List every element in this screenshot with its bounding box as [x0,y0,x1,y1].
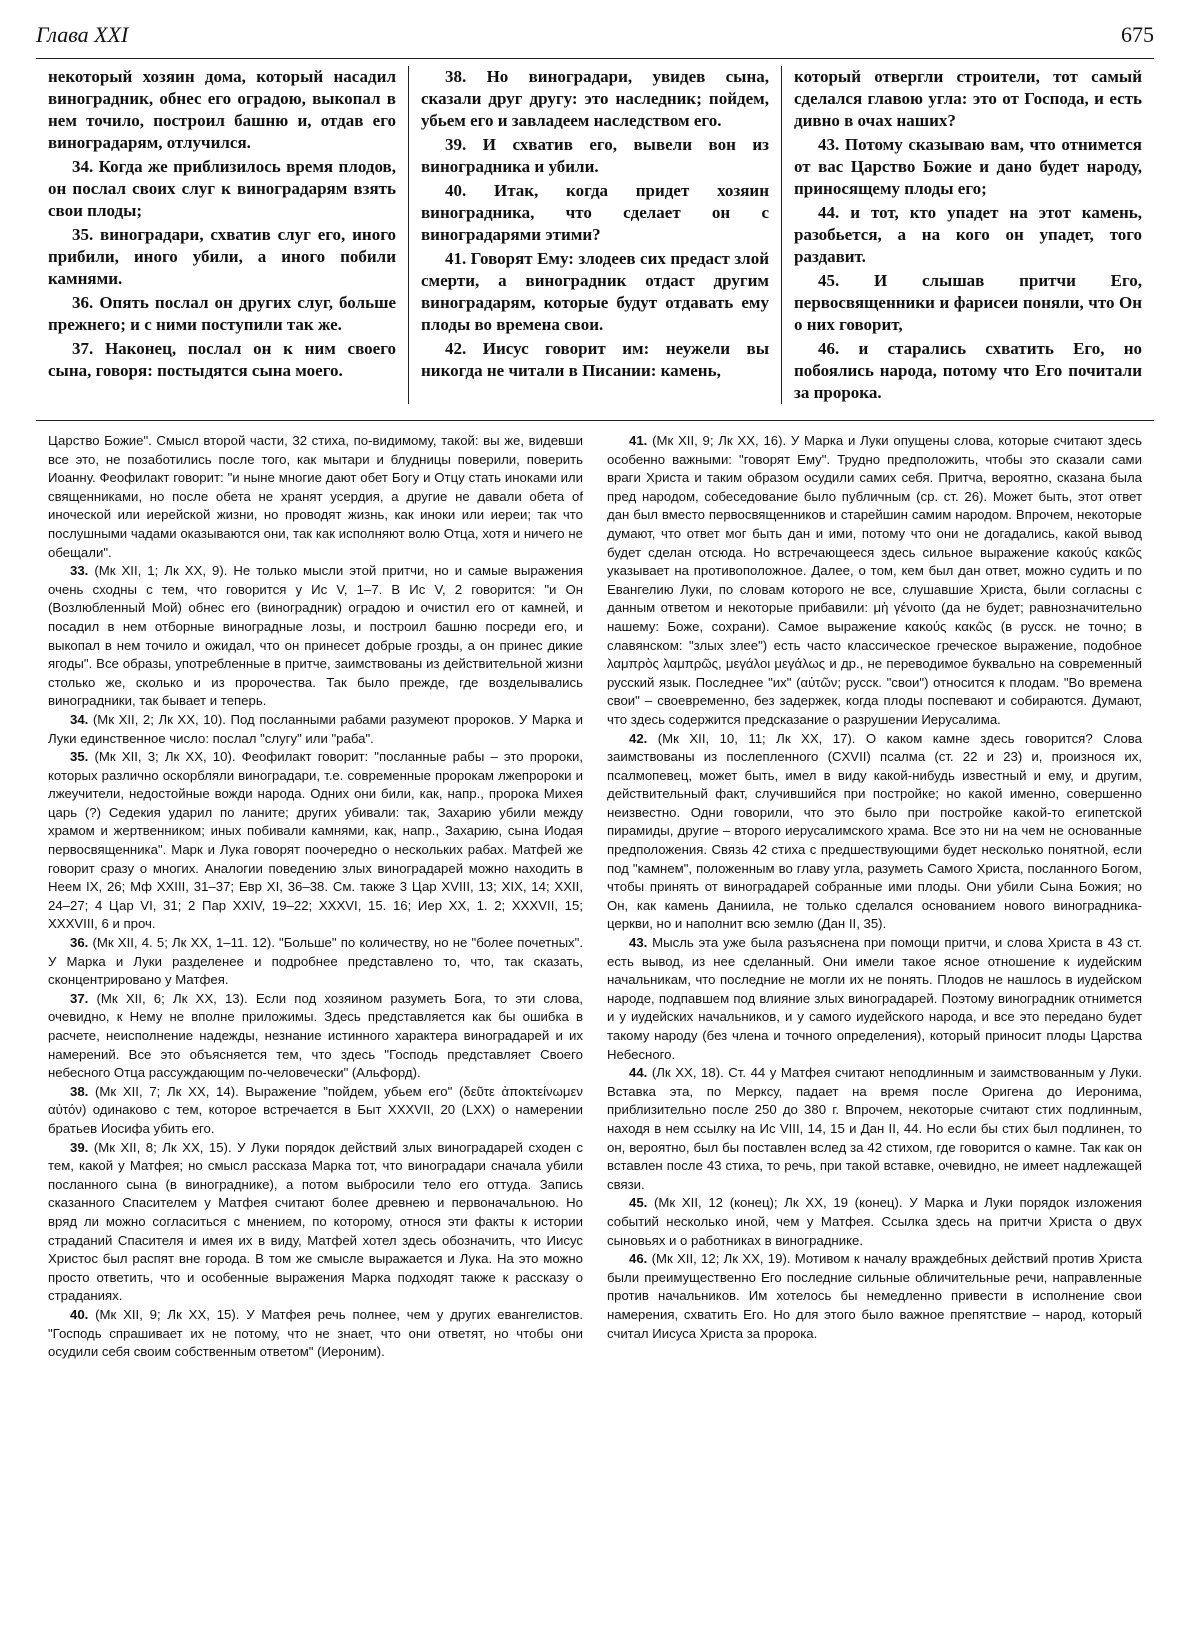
paragraph-text: некоторый хозяин дома, который насадил виноградник, обнес его оградою, выкопал в нем точило, построил башню и, отдав его виноградарям, отлучился. [48,67,396,152]
bible-text [36,66,1154,404]
commentary [36,432,1154,1622]
paragraph [48,562,583,711]
paragraph-text: 43. Потому сказываю вам, что отнимется от вас Царство Божие и дано будет народу, приносящему плоды его; [794,135,1142,198]
verse-number: 39. [70,1139,89,1155]
paragraph [421,338,769,382]
paragraph-text: (Мк XII, 4. 5; Лк XX, 1–11. 12). "Больше" по количеству, но не "более почетных". У Марка и Луки разделенее и подробнее представлено то, что, так сказать, сконцентрировано у Матфея. [48,935,583,988]
paragraph [794,202,1142,268]
verse-number: 40. [70,1306,89,1322]
paragraph [48,1083,583,1139]
paragraph [794,134,1142,200]
paragraph [421,66,769,132]
paragraph-text: который отвергли строители, тот самый сделался главою угла: это от Господа, и есть дивно в очах наших? [794,67,1142,130]
paragraph [794,270,1142,336]
page-header [36,18,1154,59]
verse-number: 45. [629,1195,648,1211]
paragraph-text: 37. Наконец, послал он к ним своего сына, говоря: постыдятся сына моего. [48,339,396,380]
verse-number: 46. [629,1251,648,1267]
verse-number: 44. [629,1065,648,1081]
paragraph [421,180,769,246]
paragraph [48,292,396,336]
paragraph [48,1306,583,1362]
verse-number: 36. [70,935,89,951]
paragraph [607,432,1142,730]
paragraph [794,338,1142,404]
paragraph [421,248,769,336]
paragraph [607,1064,1142,1194]
paragraph [48,934,583,990]
paragraph [48,224,396,290]
verse-number: 34. [70,711,89,727]
paragraph [607,1194,1142,1250]
paragraph-text: (Мк XII, 6; Лк XX, 13). Если под хозяином разуметь Бога, то эти слова, очевидно, к Нему не вполне приложимы. Здесь представляется как бы ошибка в расчете, неисполнение надежды, незнание истинного характера виноградарей и их намерений. Все это объясняется тем, что здесь "Господь представляет Своего небесного Отца рассуждающим по-человечески" (Альфорд). [48,990,583,1081]
verse-number: 37. [70,990,89,1006]
paragraph-text: 41. Говорят Ему: злодеев сих предаст злой смерти, а виноградник отдаст другим виноградарям, которые будут отдавать ему плоды во времена свои. [421,249,769,334]
paragraph [48,1139,583,1306]
paragraph-text: (Лк XX, 18). Ст. 44 у Матфея считают неподлинным и заимствованным у Луки. Вставка эта, по Мерксу, падает на время после Оригена до Иеронима, приблизительно после 250 до 380 г. Впрочем, некоторые считают стих подлинным, находя в нем ссылку на Ис VIII, 14, 15 и Дан II, 44. Но если бы стих был подлинен, то он, вероятно, был бы поставлен вслед за 42 стихом, где говорится о камне. Так как он вставлен после 43 стиха, то речь, при такой вставке, очевидно, не имеет надлежащей связи. [607,1065,1142,1192]
paragraph-text: 34. Когда же приблизилось время плодов, он послал своих слуг к виноградарям взять свои плоды; [48,157,396,220]
paragraph [48,156,396,222]
verse-number: 35. [70,749,89,765]
bible-column [408,66,781,404]
chapter-title: Глава XXI [36,22,129,47]
paragraph-text: 39. И схватив его, вывели вон из виноградника и убили. [421,135,769,176]
paragraph-text: (Мк XII, 12 (конец); Лк XX, 19 (конец). У Марка и Луки порядок изложения событий несколько иной, чем у Матфея. Ссылка здесь на притчи Христа о двух сыновьях и о работниках в винограднике. [607,1195,1142,1248]
paragraph [48,711,583,748]
verse-number: 33. [70,563,89,579]
paragraph-text: (Мк XII, 10, 11; Лк XX, 17). О каком камне здесь говорится? Слова заимствованы из послепленного (CXVII) псалма (ст. 22 и 23) и, произнося их, псалмопевец, может быть, имел в виду какой-нибудь известный и ему, и другим, действительный факт, случившийся при постройке; но какой именно, совершенно неизвестно. Одни говорили, что это было при постройке какой-то египетской пирамиды, другие – второго иерусалимского храма. Все это ни на чем не основанные предположения. Связь 42 стиха с предшествующими будет несколько понятной, если под "камнем", положенным во главу угла, разуметь Самого Христа, посланного Богом, чтобы принять от виноградарей собранные ими плоды. Они убили Сына Божия; но Он, как камень Даниила, не только сделался основанием нового виноградника-церкви, но и наполнит всю землю (Дан II, 35). [607,730,1142,932]
paragraph-text: Царство Божие". Смысл второй части, 32 стиха, по-видимому, такой: вы же, видевши все это, не позаботились после того, как мытари и блудницы поверили, поверить Иоанну. Феофилакт говорит: "и ныне многие дают обет Богу и Отцу стать иноками или священниками, но после обета не хранят усердия, а другие не давали обета of иноческой или иерейской жизни, но проводят жизнь, как иноки или иереи; так что послушными чадами оказываются они, так как исполняют волю Отца, хотя и ничего не обещали". [48,433,583,560]
commentary-column [36,432,595,1622]
paragraph-text: (Мк XII, 8; Лк XX, 15). У Луки порядок действий злых виноградарей сходен с тем, какой у Матфея; но смысл рассказа Марка тот, что виноградари сначала убили посланного сына (в винограднике), а потом выбросили тело его оттуда. Запись сказанного Спасителем у Матфея считают более древнею и первоначальною. Но вряд ли можно согласиться с мнением, по которому, относя эти факты к истории страданий Спасителя и имея их в виду, Матфей хотел здесь обозначить, что Иисус Христос был распят вне города. В том же смысле выражается и Лука. На это можно просто ответить, что и особенные выражения Марка подходят также к рассказу о страданиях. [48,1139,583,1304]
paragraph-text: (Мк XII, 12; Лк XX, 19). Мотивом к началу враждебных действий против Христа были преимущественно Его последние сильные обличительные речи, направленные против начальников. Им хотелось бы немедленно привести в исполнение свои намерения, схватить Его. Но для этого было важное препятствие – народ, который считал Иисуса Христа за пророка. [607,1251,1142,1341]
section-divider [36,420,1154,421]
paragraph-text: (Мк XII, 3; Лк XX, 10). Феофилакт говорит: "посланные рабы – это пророки, которых различно оскорбляли виноградари, т.е. современные пророкам лжепророки и лжеучители, недостойные вожди народа. Одних они били, как, напр., пророка Михея царь (?) Седекия ударил по ланите; других убивали: так, Захарию убили между храмом и жертвенником; иных побивали камнями, как, напр., Захарию, сына Иодая первосвященника". Марк и Лука говорят поочередно о нескольких рабах. Матфей же говорит сразу о многих. Аналогии поведению злых виноградарей можно находить в Неем IX, 26; Мф XXIII, 31–37; Евр XI, 36–38. См. также 3 Цар XVIII, 13; XIX, 14; XXII, 24–27; 4 Цар VI, 31; 2 Пар XXIV, 19–22; XXXVI, 15. 16; Иер XX, 1. 2; XXXVII, 15; XXXVIII, 6 и проч. [48,749,583,932]
paragraph-text: 45. И слышав притчи Его, первосвященники и фарисеи поняли, что Он о них говорит, [794,271,1142,334]
paragraph-text: 38. Но виноградари, увидев сына, сказали друг другу: это наследник; пойдем, убьем его и завладеем наследством его. [421,67,769,130]
commentary-column [595,432,1154,1622]
paragraph-text: (Мк XII, 9; Лк XX, 15). У Матфея речь полнее, чем у других евангелистов. "Господь спрашивает их не потому, что не знает, что они ответят, но чтобы они осудили себя своим собственным ответом" (Иероним). [48,1306,583,1360]
paragraph-text: (Мк XII, 9; Лк XX, 16). У Марка и Луки опущены слова, которые считают здесь особенно важными: "говорят Ему". Трудно предположить, чтобы это сказали сами враги Христа и таким образом осудили самих себя. Притча, вероятно, сказана была пред народом, собеседование было публичным (ср. ст. 26). Может быть, этот ответ дан был вместо первосвященников и старейшин самим народом. Впрочем, некоторые думают, что ответ мог быть дан и ими, потому что они не догадались, какой вывод будет сделан отсюда. Но встречающееся здесь сильное выражение κακούς κακῶς указывает на противоположное. Далее, о том, кем был дан ответ, можно судить и по Евангелию Луки, по словам которого не все, слушавшие Христа, были согласны с данным ответом и некоторые прибавили: μὴ γένοιτο (да не будет; равнозначительно нашему: Боже, сохрани). Самое выражение κακούς κακῶς (в русск. не точно; в славянском: "злых злее") есть часто классическое греческое выражение, подобное λαμπρὸς λαμπρῶς, μεγάλοι μεγάλως и др., не переводимое буквально на современный русский язык. Последнее "их" (αὐτῶν; русск. "свои") относится к плодам. "Во времена свои" – своевременно, без задержек, когда плоды поспевают и собираются. Думают, что здесь содержится предсказание о разрушении Иерусалима. [607,433,1142,727]
paragraph-text: 35. виноградари, схватив слуг его, иного прибили, иного убили, а иного побили камнями. [48,225,396,288]
paragraph [48,990,583,1083]
paragraph-text: Мысль эта уже была разъяснена при помощи притчи, и слова Христа в 43 ст. есть вывод, из нее сделанный. Они имели такое ясное отношение к иудейским начальникам, что последние не могли их не понять. Плодов не нашлось в иудейском народе, подпавшем под влияние злых виноградарей. Поэтому виноградник отнимется и у иудейских начальников, и у самого иудейского народа, и все это передано будет такому народу (без члена и точного определения), который приносит плоды Царства Небесного. [607,935,1142,1062]
paragraph [48,66,396,154]
verse-number: 42. [629,730,648,746]
paragraph [48,748,583,934]
paragraph [607,730,1142,935]
paragraph-text: (Мк XII, 2; Лк XX, 10). Под посланными рабами разумеют пророков. У Марка и Луки единственное число: послал "слугу" или "раба". [48,711,583,746]
paragraph-text: (Мк XII, 1; Лк XX, 9). Не только мысли этой притчи, но и самые выражения очень сходны с тем, что говорится у Ис V, 1–7. В Ис V, 2 говорится: "и Он (Возлюбленный Мой) обнес его (виноградник) оградою и очистил его от камней, и посадил в нем отборные виноградные лозы, и построил башню посреди его, и выкопал в нем точило и ожидал, что он принесет добрые грозды, а он принес дикие ягоды". Все образы, употребленные в притче, заимствованы из действительной жизни столько же, сколько и из пророчества. Так было прежде, где возделывались виноградники, так бывает и теперь. [48,563,583,709]
paragraph-text: 42. Иисус говорит им: неужели вы никогда не читали в Писании: камень, [421,339,769,380]
paragraph [421,134,769,178]
paragraph-text: 36. Опять послал он других слуг, больше прежнего; и с ними поступили так же. [48,293,396,334]
paragraph-text: 46. и старались схватить Его, но побоялись народа, потому что Его почитали за пророка. [794,339,1142,402]
page-number: 675 [1121,22,1154,47]
paragraph [607,1250,1142,1343]
paragraph [48,338,396,382]
paragraph [794,66,1142,132]
bible-column [36,66,408,404]
paragraph-text: (Мк XII, 7; Лк XX, 14). Выражение "пойдем, убьем его" (δεῦτε ἀποκτείνωμεν αὐτόν) одинаково с тем, которое встречается в Быт XXXVII, 20 (LXX) о намерении братьев Иосифа убить его. [48,1083,583,1136]
verse-number: 38. [70,1083,89,1099]
paragraph [607,934,1142,1064]
paragraph-text: 44. и тот, кто упадет на этот камень, разобьется, а на кого он упадет, того раздавит. [794,203,1142,266]
bible-column [781,66,1154,404]
verse-number: 41. [629,433,648,448]
paragraph [48,432,583,562]
paragraph-text: 40. Итак, когда придет хозяин виноградника, что сделает он с виноградарями этими? [421,181,769,244]
verse-number: 43. [629,935,648,951]
